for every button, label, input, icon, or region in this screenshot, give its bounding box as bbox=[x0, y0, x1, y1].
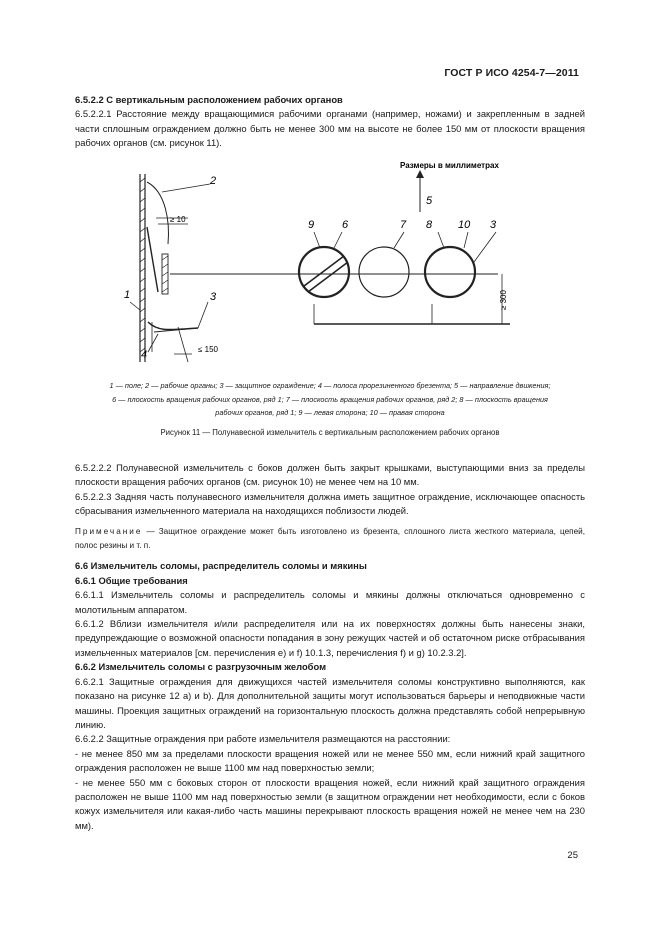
paragraph-6-5-2-2-2: 6.5.2.2.2 Полунавесной измельчитель с боков должен быть закрыт крышками, выступающими вниз за пределы плоскости вращения рабочих органов (см. рисунок 10) не менее чем на 10 мм. bbox=[75, 462, 585, 488]
paragraph-6-6-1-1: 6.6.1.1 Измельчитель соломы и распределитель соломы и мякины должны отключаться одновременно с молотильным аппаратом. bbox=[75, 589, 585, 615]
legend-line-2: 6 — плоскость вращения рабочих органов, ряд 1; 7 — плоскость вращения рабочих органов, ряд 2; 8 — плоскость вращения bbox=[112, 394, 548, 404]
paragraph-6-6-2-2: 6.6.2.2 Защитные ограждения при работе измельчителя размещаются на расстоянии: bbox=[75, 733, 451, 745]
figure-caption: Рисунок 11 — Полунавесной измельчитель с вертикальным расположением рабочих органов bbox=[160, 428, 500, 437]
heading-6-6: 6.6 Измельчитель соломы, распределитель соломы и мякины bbox=[75, 560, 367, 572]
note-label: Примечание bbox=[75, 526, 143, 536]
dim-le-150: ≤ 150 bbox=[198, 345, 218, 354]
document-code: ГОСТ Р ИСО 4254-7—2011 bbox=[444, 67, 579, 79]
heading-6-5-2-2: 6.5.2.2 С вертикальным расположением рабочих органов bbox=[75, 94, 343, 105]
page-number: 25 bbox=[567, 850, 578, 861]
legend-line-1: 1 — поле; 2 — рабочие органы; 3 — защитное ограждение; 4 — полоса прорезиненного брезента; 5 — направление движения; bbox=[109, 381, 551, 390]
note bbox=[75, 525, 585, 554]
label-2: 2 bbox=[210, 175, 217, 187]
label-10: 10 bbox=[458, 219, 471, 231]
dim-ge-300: ≥ 300 bbox=[499, 290, 508, 310]
label-1: 1 bbox=[124, 289, 131, 301]
legend-line-3: рабочих органов, ряд 1; 9 — левая сторона; 10 — правая сторона bbox=[215, 408, 445, 418]
paragraph-6-5-2-2-1: 6.5.2.2.1 Расстояние между вращающимися рабочими органами (например, ножами) и закрепленным в задней части сплошным ограждением должно быть не менее 300 мм на высоте не более 150 мм от плоскости вращения рабочих органов (см. рисунок 11). bbox=[75, 108, 585, 149]
top-view bbox=[298, 161, 510, 324]
label-5: 5 bbox=[426, 195, 433, 207]
label-4: 4 bbox=[141, 349, 148, 361]
heading-6-6-2: 6.6.2 Измельчитель соломы с разгрузочным желобом bbox=[75, 661, 327, 673]
label-3b: 3 bbox=[490, 219, 497, 231]
list-item-2: - не менее 550 мм с боковых сторон от плоскости вращения ножей, если нижний край защитного ограждения расположен не выше 1100 мм над поверхностью земли (в защитном ограждении нет необходимости, если с боков кожух измельчителя или какая-либо часть машины перекрывают плоскость вращения ножей не менее чем на 230 мм). bbox=[75, 776, 585, 831]
paragraph-6-6-2-1: 6.6.2.1 Защитные ограждения для движущихся частей измельчителя соломы конструктивно выполняются, как показано на рисунке 12 а) и b). Для дополнительной защиты могут использоваться барьеры и неподвижные части машины. Проекция защитных ограждений на горизонтальную плоскость должна представлять собой непрерывную линию. bbox=[75, 675, 585, 730]
list-item-1: - не менее 850 мм за пределами плоскости вращения ножей или не менее 550 мм, если нижний край защитного ограждения расположен не выше 1100 мм над поверхностью земли; bbox=[75, 747, 585, 774]
figure-legend bbox=[40, 379, 620, 420]
label-6: 6 bbox=[342, 219, 349, 231]
label-7: 7 bbox=[400, 219, 407, 231]
heading-6-6-1: 6.6.1 Общие требования bbox=[75, 574, 188, 586]
label-9: 9 bbox=[308, 219, 315, 231]
note-text: — Защитное ограждение может быть изготовлено из брезента, сплошного листа жесткого материала, цепей, полос резины и т. п. bbox=[75, 526, 585, 551]
figure-11-drawing bbox=[118, 152, 538, 372]
paragraph-6-5-2-2-3: 6.5.2.2.3 Задняя часть полунавесного измельчителя должна иметь защитное ограждение, исключающее опасность сбрасывания измельченного материала на находящихся поблизости людей. bbox=[75, 490, 585, 517]
section-top bbox=[75, 93, 585, 151]
dimensions-note: Размеры в миллиметрах bbox=[400, 161, 499, 170]
section-body bbox=[75, 461, 585, 833]
dim-ge-10: ≥ 10 bbox=[170, 215, 186, 224]
label-3: 3 bbox=[210, 291, 217, 303]
label-8: 8 bbox=[426, 219, 433, 231]
paragraph-6-6-1-2: 6.6.1.2 Вблизи измельчителя и/или распределителя или на их поверхностях должны быть нанесены знаки, предупреждающие о возможной опасности попадания в зону режущих частей и об остаточном риске отбрасывания измельченных материалов [см. перечисления е) и f) 10.1.3, перечисления f) и g) 10.2.3.2]. bbox=[75, 618, 585, 658]
